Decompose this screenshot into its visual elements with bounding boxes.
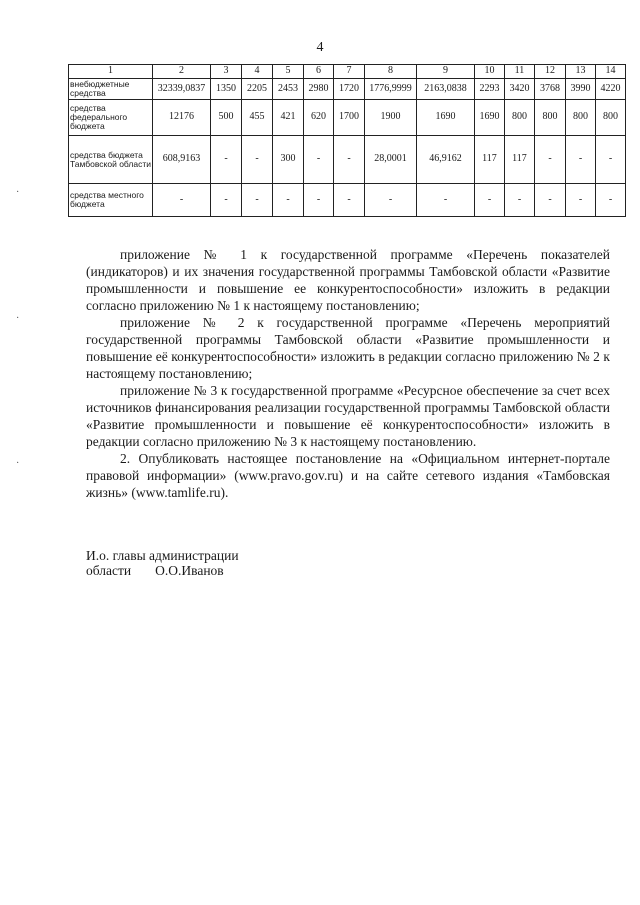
funding-table-body — [69, 65, 626, 217]
table-cell: 800 — [566, 100, 596, 136]
funding-source-label: средства местного бюджета — [69, 184, 153, 217]
column-number-cell: 8 — [365, 65, 417, 79]
table-cell: 620 — [304, 100, 334, 136]
table-cell: 455 — [242, 100, 273, 136]
margin-tick: · — [16, 187, 20, 198]
table-cell: - — [596, 184, 626, 217]
table-cell: 4220 — [596, 79, 626, 100]
funding-source-label: внебюджетные средства — [69, 79, 153, 100]
table-cell: - — [596, 136, 626, 184]
column-number-cell: 4 — [242, 65, 273, 79]
signature-region: области — [86, 563, 132, 578]
table-cell: - — [304, 136, 334, 184]
column-number-cell: 2 — [153, 65, 211, 79]
table-cell: 1776,9999 — [365, 79, 417, 100]
table-cell: - — [566, 184, 596, 217]
table-cell: - — [365, 184, 417, 217]
table-cell: 500 — [211, 100, 242, 136]
signature-row — [86, 563, 239, 578]
column-number-cell: 13 — [566, 65, 596, 79]
signature-block — [86, 548, 239, 578]
table-cell: - — [242, 136, 273, 184]
table-cell: - — [505, 184, 535, 217]
table-cell: - — [273, 184, 304, 217]
table-row — [69, 79, 626, 100]
table-cell: 2163,0838 — [417, 79, 475, 100]
column-number-cell: 6 — [304, 65, 334, 79]
column-number-cell: 10 — [475, 65, 505, 79]
table-cell: - — [211, 136, 242, 184]
table-cell: - — [334, 136, 365, 184]
funding-table — [68, 64, 626, 217]
table-cell: 800 — [596, 100, 626, 136]
table-row — [69, 136, 626, 184]
column-number-cell: 12 — [535, 65, 566, 79]
margin-tick: · — [16, 458, 20, 469]
column-number-cell: 3 — [211, 65, 242, 79]
table-cell: - — [242, 184, 273, 217]
table-cell: - — [475, 184, 505, 217]
table-cell: 1690 — [417, 100, 475, 136]
paragraph-appendix-3: приложение № 3 к государственной программе «Ресурсное обеспечение за счет всех источников финансирования реализации государственной программы Тамбовской области «Развитие промышленности и повышение её конкурентоспособности» изложить в редакции согласно приложению № 3 к настоящему постановлению. — [86, 383, 610, 449]
table-cell: - — [211, 184, 242, 217]
table-cell: 28,0001 — [365, 136, 417, 184]
margin-tick: · — [16, 313, 20, 324]
signature-title: И.о. главы администрации — [86, 548, 239, 563]
table-cell: 2980 — [304, 79, 334, 100]
table-cell: 46,9162 — [417, 136, 475, 184]
table-cell: 1350 — [211, 79, 242, 100]
table-cell: - — [566, 136, 596, 184]
document-body — [86, 246, 610, 501]
table-cell: 2205 — [242, 79, 273, 100]
table-cell: 12176 — [153, 100, 211, 136]
table-cell: 1700 — [334, 100, 365, 136]
table-cell: - — [535, 184, 566, 217]
table-cell: 1900 — [365, 100, 417, 136]
table-cell: 32339,0837 — [153, 79, 211, 100]
column-number-cell: 7 — [334, 65, 365, 79]
column-number-cell: 5 — [273, 65, 304, 79]
funding-source-label: средства федерального бюджета — [69, 100, 153, 136]
column-number-cell: 9 — [417, 65, 475, 79]
table-cell: 300 — [273, 136, 304, 184]
table-cell: 117 — [475, 136, 505, 184]
table-cell: 800 — [505, 100, 535, 136]
funding-source-label: средства бюджета Тамбовской области — [69, 136, 153, 184]
table-cell: - — [153, 184, 211, 217]
table-cell: - — [535, 136, 566, 184]
table-cell: 3990 — [566, 79, 596, 100]
paragraph-appendix-1: приложение № 1 к государственной программе «Перечень показателей (индикаторов) и их значения государственной программы Тамбовской области «Развитие промышленности и повышение ее конкурентоспособности» изложить в редакции согласно приложению № 1 к настоящему постановлению; — [86, 247, 610, 313]
table-cell: 2453 — [273, 79, 304, 100]
table-cell: 2293 — [475, 79, 505, 100]
table-cell: 117 — [505, 136, 535, 184]
table-header-row — [69, 65, 626, 79]
page-number: 4 — [316, 40, 324, 55]
table-cell: 421 — [273, 100, 304, 136]
paragraph-appendix-2: приложение № 2 к государственной программе «Перечень мероприятий государственной программы Тамбовской области «Развитие промышленности и повышение её конкурентоспособности» изложить в редакции согласно приложению № 2 к настоящему постановлению; — [86, 315, 610, 381]
table-cell: 608,9163 — [153, 136, 211, 184]
table-cell: - — [334, 184, 365, 217]
column-number-cell: 14 — [596, 65, 626, 79]
table-row — [69, 100, 626, 136]
table-cell: 3768 — [535, 79, 566, 100]
table-cell: - — [304, 184, 334, 217]
table-cell: - — [417, 184, 475, 217]
column-number-cell: 11 — [505, 65, 535, 79]
table-row — [69, 184, 626, 217]
column-number-cell: 1 — [69, 65, 153, 79]
table-cell: 3420 — [505, 79, 535, 100]
table-cell: 1690 — [475, 100, 505, 136]
paragraph-publish: 2. Опубликовать настоящее постановление на «Официальном интернет-портале правовой информации» (www.pravo.gov.ru) и на сайте сетевого издания «Тамбовская жизнь» (www.tamlife.ru). — [86, 451, 610, 500]
table-cell: 1720 — [334, 79, 365, 100]
table-cell: 800 — [535, 100, 566, 136]
signatory-name: О.О.Иванов — [155, 563, 224, 578]
